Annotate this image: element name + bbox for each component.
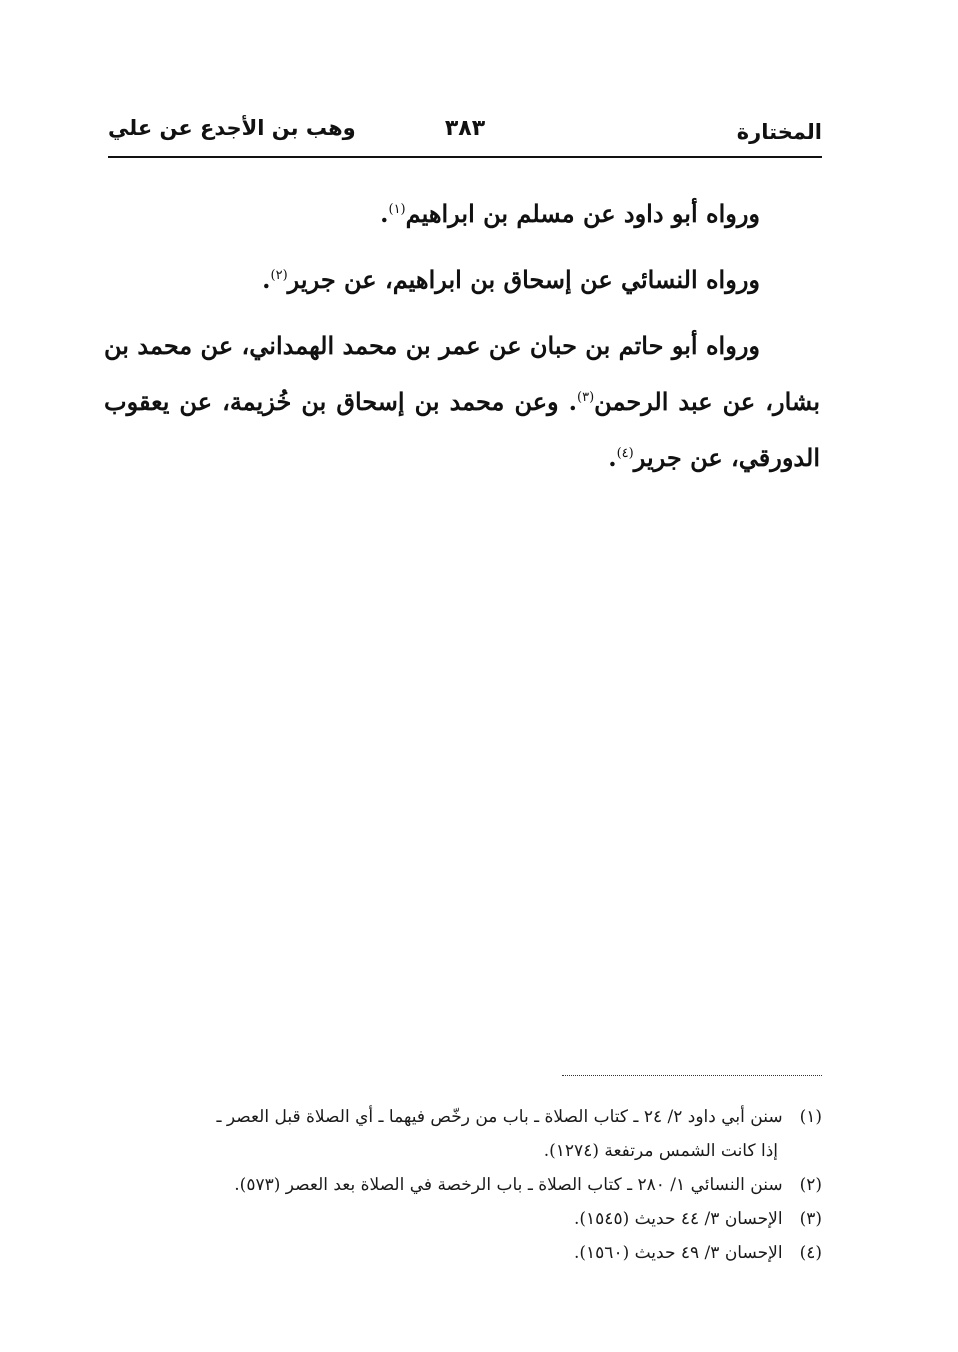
paragraph-3-text-a: ورواه أبو حاتم بن حبان عن عمر بن محمد الهمداني، عن محمد بن بشار، عن عبد الرحمن [104,331,820,416]
footnote-1-continuation: إذا كانت الشمس مرتفعة (١٢٧٤). [543,1141,778,1161]
footnote-3 [106,1202,822,1236]
paragraph-3-end: . [608,443,617,472]
paragraph-2 [104,252,820,308]
book-title: المختارة [736,120,822,144]
page-number: ٣٨٣ [444,116,486,141]
footnote-ref-2: (٢) [270,268,288,283]
paragraph-1-text: ورواه أبو داود عن مسلم بن ابراهيم [405,199,760,228]
footnote-text: سنن أبي داود ٢/ ٢٤ ـ كتاب الصلاة ـ باب من رخّص فيهما ـ أي الصلاة قبل العصر ـ [216,1107,783,1127]
paragraph-1 [104,186,820,242]
paragraph-2-text: ورواه النسائي عن إسحاق بن ابراهيم، عن جرير [287,265,760,294]
paragraph-2-end: . [262,265,271,294]
footnote-text: سنن النسائي ١/ ٢٨٠ ـ كتاب الصلاة ـ باب الرخصة في الصلاة بعد العصر (٥٧٣). [234,1175,783,1195]
footnote-number: (٤) [799,1243,822,1263]
footnote-4 [106,1236,822,1270]
footnote-number: (١) [799,1107,822,1127]
footnote-divider [562,1075,822,1076]
footnotes [106,1100,822,1270]
paragraph-3-text-b: . وعن محمد بن إسحاق بن خُزيمة، عن يعقوب الدورقي، عن جرير [104,387,820,472]
footnote-ref-1: (١) [388,202,406,217]
section-title: وهب بن الأجدع عن علي [108,116,356,140]
footnote-1 [106,1100,822,1134]
footnote-number: (٢) [799,1175,822,1195]
footnote-ref-4: (٤) [616,446,634,461]
footnote-2 [106,1168,822,1202]
footnote-ref-3: (٣) [577,390,595,405]
paragraph-1-end: . [380,199,389,228]
footnote-number: (٣) [799,1209,822,1229]
paragraph-3 [104,318,820,486]
footnote-text: الإحسان ٣/ ٤٩ حديث (١٥٦٠). [574,1243,783,1263]
footnote-text: الإحسان ٣/ ٤٤ حديث (١٥٤٥). [574,1209,783,1229]
running-header [108,112,822,156]
header-divider [108,156,822,158]
